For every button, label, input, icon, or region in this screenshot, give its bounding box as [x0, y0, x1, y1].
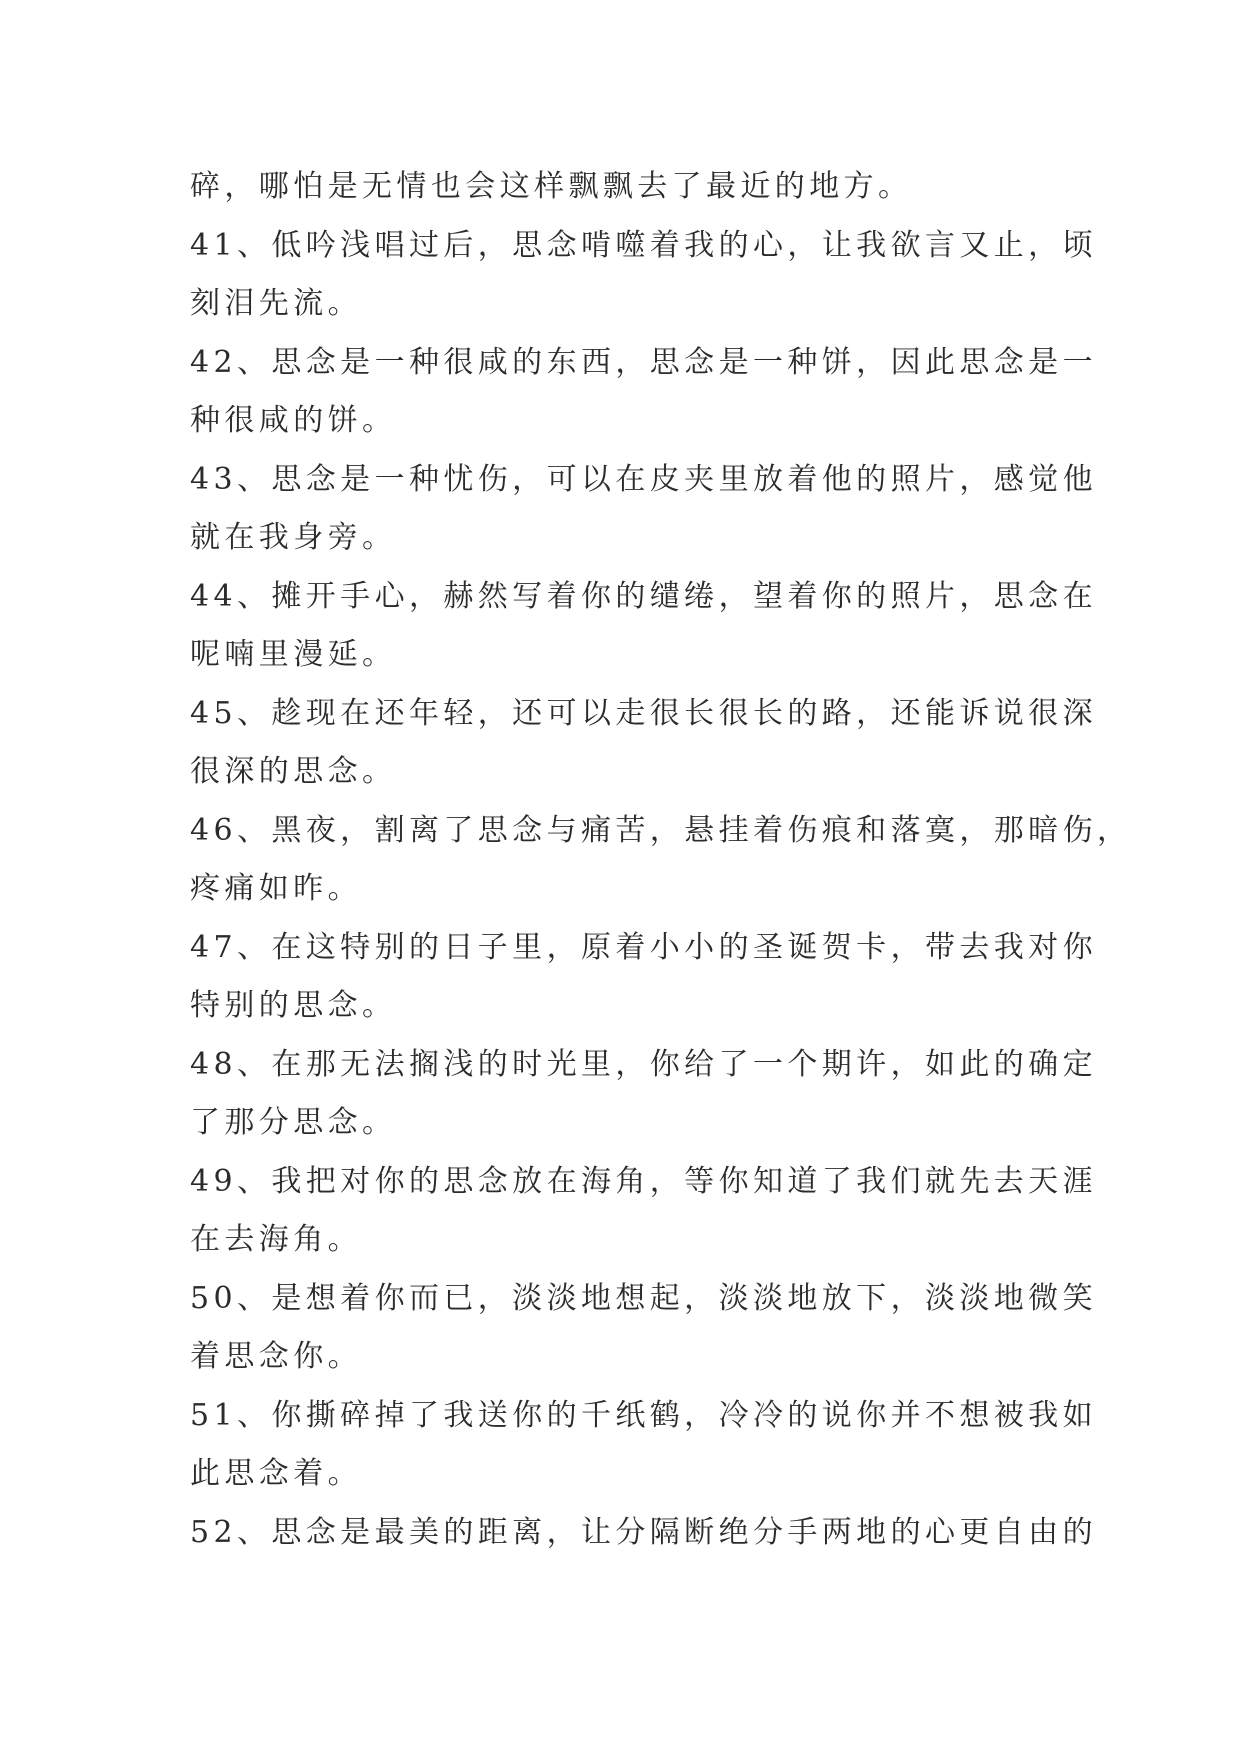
- text-line: 很深的思念。: [190, 754, 397, 789]
- text-line: 着思念你。: [190, 1339, 362, 1374]
- text-line: 46、黑夜，割离了思念与痛苦，悬挂着伤痕和落寞，那暗伤，: [190, 812, 1132, 848]
- text-line: 刻泪先流。: [190, 286, 362, 321]
- text-line: 42、思念是一种很咸的东西，思念是一种饼，因此思念是一: [190, 344, 1097, 380]
- text-line: 52、思念是最美的距离，让分隔断绝分手两地的心更自由的: [190, 1514, 1097, 1550]
- text-line: 49、我把对你的思念放在海角，等你知道了我们就先去天涯: [190, 1163, 1097, 1199]
- text-line: 此思念着。: [190, 1456, 362, 1491]
- text-line: 47、在这特别的日子里，原着小小的圣诞贺卡，带去我对你: [190, 929, 1097, 965]
- text-line: 41、低吟浅唱过后，思念啃噬着我的心，让我欲言又止，顷: [190, 227, 1097, 263]
- text-line: 51、你撕碎掉了我送你的千纸鹤，冷冷的说你并不想被我如: [190, 1397, 1097, 1433]
- text-line: 50、是想着你而已，淡淡地想起，淡淡地放下，淡淡地微笑: [190, 1280, 1097, 1316]
- text-line: 了那分思念。: [190, 1105, 397, 1140]
- text-line: 44、摊开手心，赫然写着你的缱绻，望着你的照片，思念在: [190, 578, 1097, 614]
- text-line: 43、思念是一种忧伤，可以在皮夹里放着他的照片，感觉他: [190, 461, 1097, 497]
- text-line: 45、趁现在还年轻，还可以走很长很长的路，还能诉说很深: [190, 695, 1097, 731]
- text-line: 48、在那无法搁浅的时光里，你给了一个期许，如此的确定: [190, 1046, 1097, 1082]
- text-line: 种很咸的饼。: [190, 403, 397, 438]
- document-body: [190, 158, 1132, 1562]
- text-line: 疼痛如昨。: [190, 871, 362, 906]
- text-line: 在去海角。: [190, 1222, 362, 1257]
- text-line: 呢喃里漫延。: [190, 637, 397, 672]
- text-line: 就在我身旁。: [190, 520, 397, 555]
- text-line: 碎，哪怕是无情也会这样飘飘去了最近的地方。: [190, 169, 913, 204]
- text-line: 特别的思念。: [190, 988, 397, 1023]
